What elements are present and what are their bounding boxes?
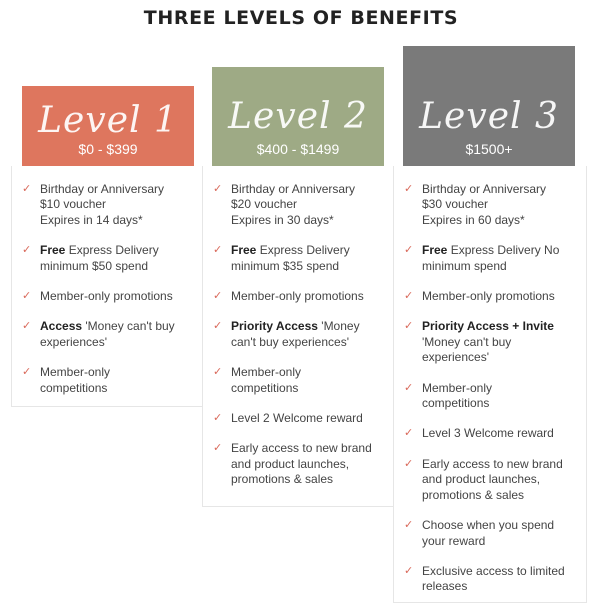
benefit-text: Level 2 Welcome reward: [231, 411, 363, 426]
benefit-text: 'Money can't buy experiences': [231, 319, 360, 349]
benefit-item: [20, 319, 200, 350]
benefit-item: [20, 365, 200, 396]
level-1-name: Level 1: [38, 100, 178, 141]
benefit-item: [211, 289, 391, 304]
benefit-item: [402, 564, 584, 595]
benefit-item: [211, 319, 391, 350]
check-icon: ✓: [404, 290, 414, 303]
benefit-text: 'Money can't buy experiences': [40, 319, 175, 349]
benefit-item: [211, 243, 391, 274]
check-icon: ✓: [404, 244, 414, 257]
benefit-bold-text: Priority Access: [231, 319, 318, 334]
level-2-range: $400 - $1499: [256, 141, 340, 157]
check-icon: ✓: [213, 412, 223, 425]
check-icon: ✓: [404, 519, 414, 532]
benefit-text: Birthday or Anniversary $10 voucher Expires in 14 days*: [40, 182, 165, 227]
benefit-text: Member-only competitions: [231, 365, 302, 395]
benefit-text: Birthday or Anniversary $20 voucher Expires in 30 days*: [231, 182, 356, 227]
benefit-text: Exclusive access to limited releases: [422, 563, 565, 594]
benefit-item: [211, 441, 391, 487]
benefit-text: Early access to new brand and product launches, promotions & sales: [231, 441, 372, 487]
check-icon: ✓: [213, 290, 223, 303]
check-icon: ✓: [213, 183, 223, 195]
benefit-item: [20, 289, 200, 304]
benefit-bold-text: Free: [422, 243, 448, 258]
benefit-text: Member-only promotions: [231, 289, 364, 304]
benefit-item: [402, 518, 584, 549]
check-icon: ✓: [404, 427, 414, 440]
benefit-text: Member-only promotions: [40, 289, 173, 304]
benefit-bold-text: Access: [40, 319, 83, 334]
level-2-name: Level 2: [228, 96, 368, 137]
benefit-item: [20, 243, 200, 274]
check-icon: ✓: [22, 290, 32, 303]
benefit-item: [402, 426, 584, 441]
level-3-name: Level 3: [419, 96, 559, 137]
check-icon: ✓: [404, 320, 414, 333]
benefit-item: [20, 182, 200, 228]
benefit-text: Express Delivery minimum $35 spend: [231, 243, 350, 273]
benefit-item: [402, 319, 584, 365]
benefit-item: [402, 182, 584, 228]
level-3-benefits: [402, 182, 584, 610]
check-icon: ✓: [22, 183, 32, 195]
benefit-text: Member-only competitions: [422, 380, 493, 411]
benefit-item: [211, 411, 391, 426]
check-icon: ✓: [22, 320, 32, 333]
level-2-banner: [212, 67, 384, 166]
check-icon: ✓: [404, 381, 414, 394]
level-3-range: $1500+: [465, 141, 513, 157]
benefit-text: 'Money can't buy experiences': [422, 334, 512, 365]
benefit-text: Member-only competitions: [40, 365, 111, 395]
benefit-item: [211, 365, 391, 396]
benefit-item: [402, 457, 584, 503]
check-icon: ✓: [213, 320, 223, 333]
benefit-text: Express Delivery minimum $50 spend: [40, 243, 159, 273]
check-icon: ✓: [404, 457, 414, 470]
benefit-text: Birthday or Anniversary $30 voucher Expires in 60 days*: [422, 182, 547, 227]
benefit-item: [402, 243, 584, 274]
level-3-banner: [403, 46, 575, 166]
check-icon: ✓: [22, 244, 32, 257]
benefit-text: Express Delivery No minimum spend: [422, 243, 560, 273]
check-icon: ✓: [22, 366, 32, 379]
benefit-text: Early access to new brand and product launches, promotions & sales: [422, 456, 563, 502]
benefit-text: Level 3 Welcome reward: [422, 426, 554, 441]
benefit-text: Member-only promotions: [422, 289, 555, 304]
check-icon: ✓: [404, 183, 414, 195]
check-icon: ✓: [213, 244, 223, 257]
benefit-bold-text: Free: [40, 243, 66, 258]
level-1-range: $0 - $399: [78, 141, 138, 157]
benefit-item: [211, 182, 391, 228]
level-1-benefits: [20, 182, 200, 411]
benefit-bold-text: Priority Access + Invite: [422, 319, 554, 334]
check-icon: ✓: [213, 442, 223, 455]
check-icon: ✓: [404, 564, 414, 577]
page-title: THREE LEVELS OF BENEFITS: [143, 7, 459, 29]
level-1-banner: [22, 86, 194, 166]
benefit-text: Choose when you spend your reward: [422, 518, 555, 548]
check-icon: ✓: [213, 366, 223, 379]
benefit-item: [402, 289, 584, 304]
benefit-bold-text: Free: [231, 243, 257, 258]
level-2-benefits: [211, 182, 391, 503]
benefit-item: [402, 381, 584, 412]
